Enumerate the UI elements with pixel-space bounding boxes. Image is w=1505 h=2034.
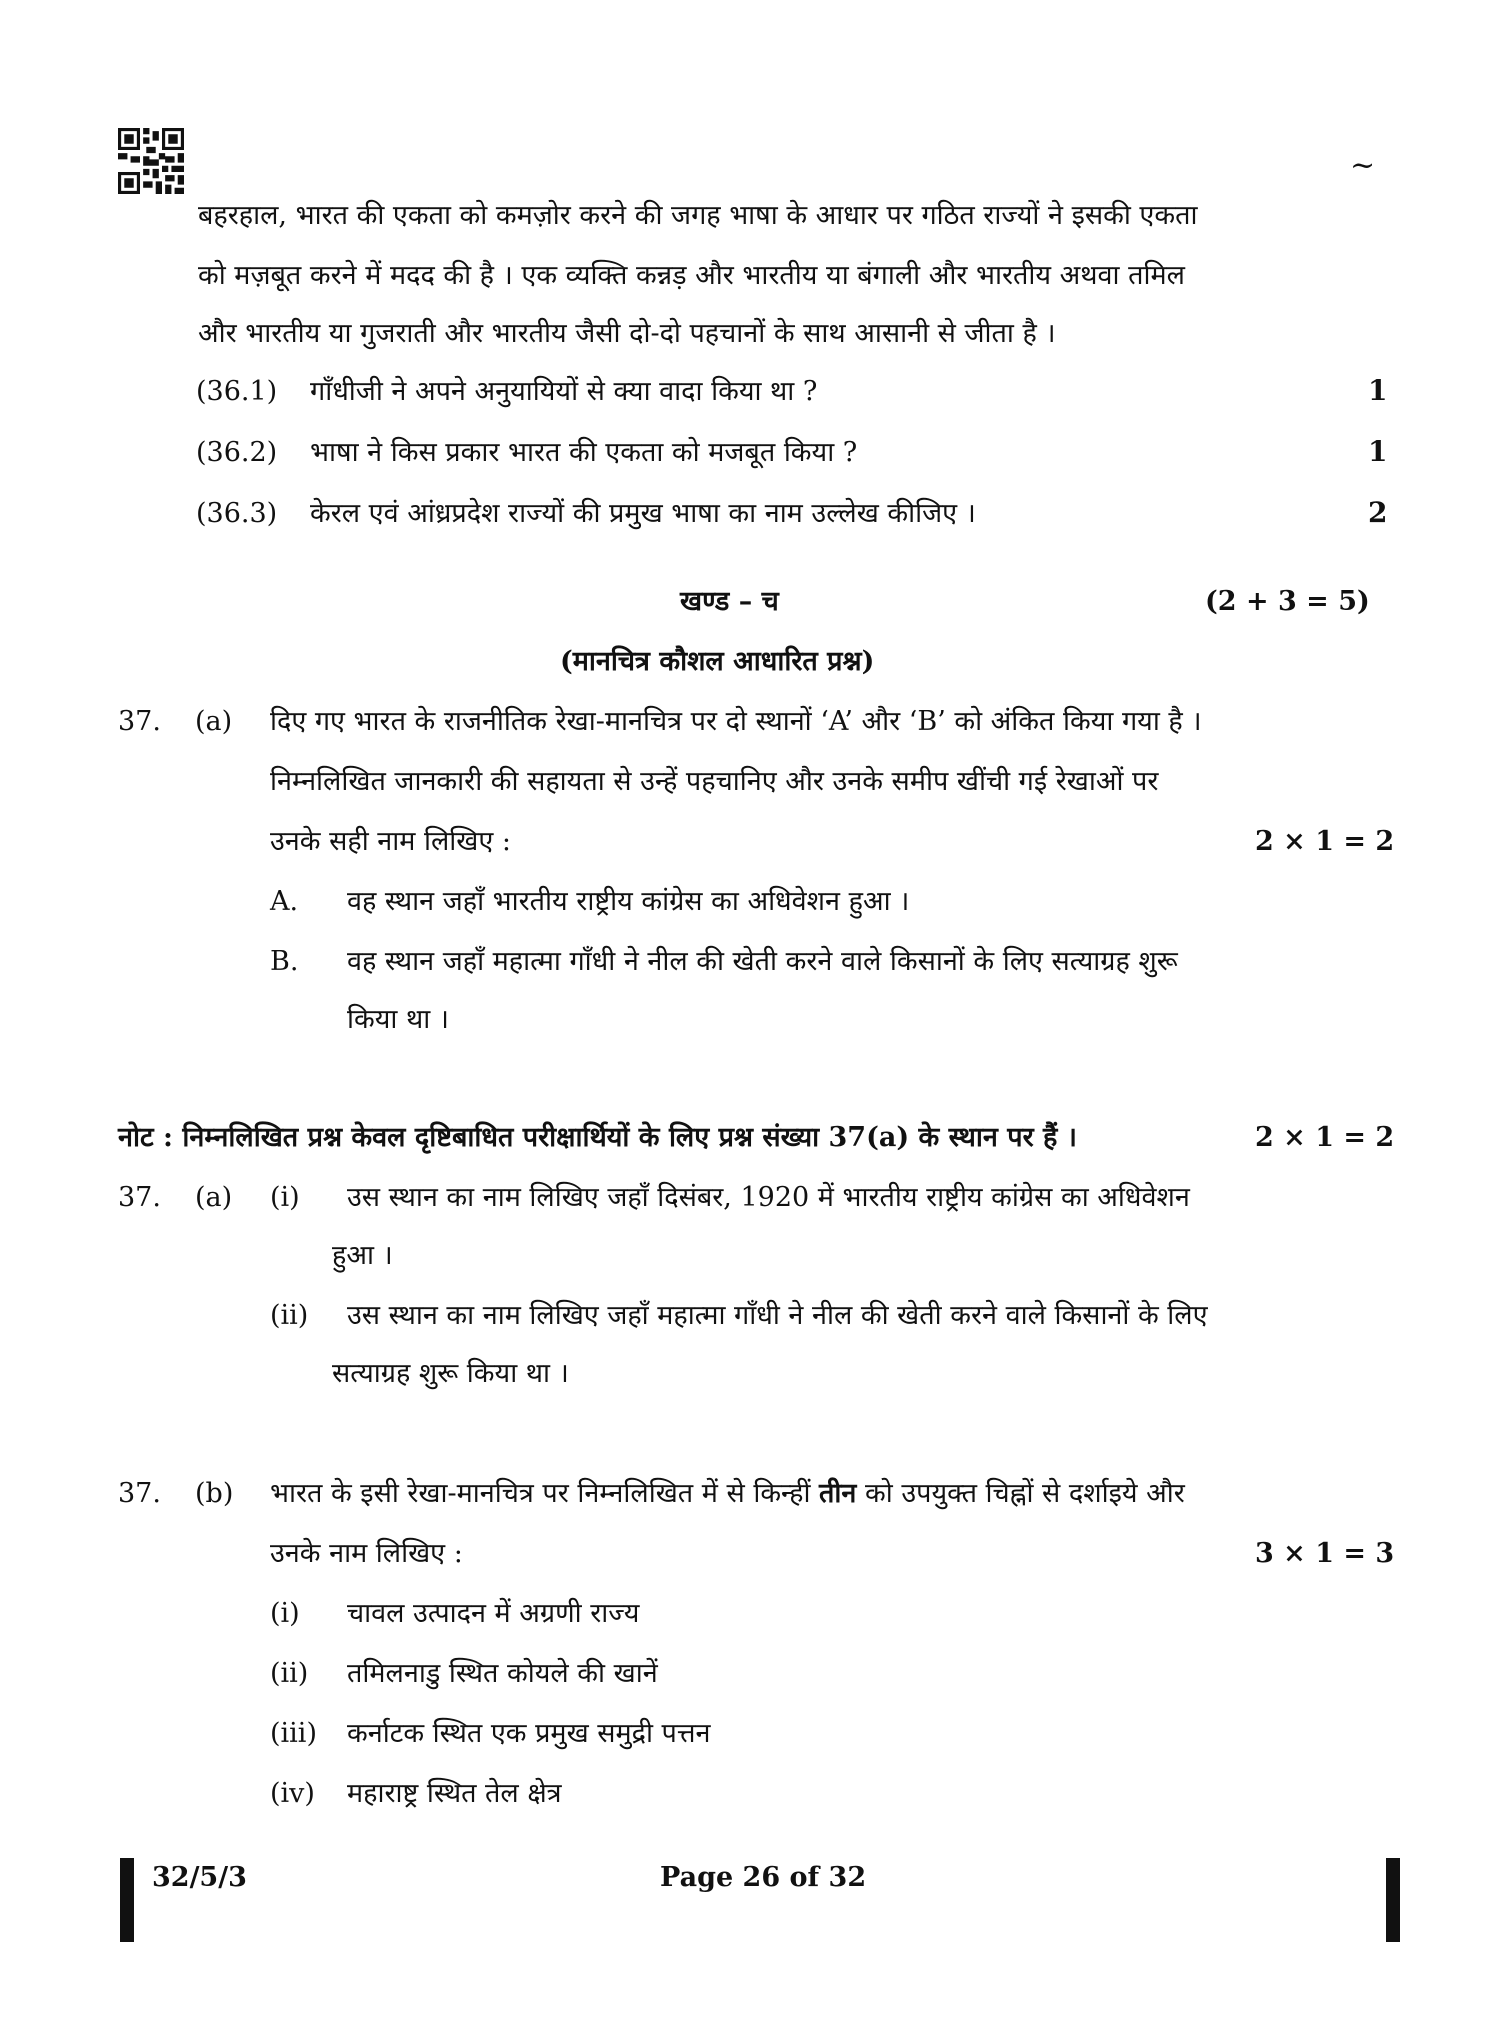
footer-right-bar <box>1386 1858 1400 1942</box>
option-text: किया था । <box>347 1004 450 1035</box>
option-label: B. <box>270 946 299 977</box>
question-number: 37. <box>118 1182 161 1213</box>
note-text: नोट : निम्नलिखित प्रश्न केवल दृष्टिबाधित परीक्षार्थियों के लिए प्रश्न संख्या 37(a) के स्थान पर हैं । <box>118 1122 1078 1153</box>
section-marks: (2 + 3 = 5) <box>1205 586 1370 617</box>
question-text-line: निम्नलिखित जानकारी की सहायता से उन्हें पहचानिए और उनके समीप खींची गई रेखाओं पर <box>270 766 1159 797</box>
question-text-line <box>270 1474 1185 1514</box>
option-text: चावल उत्पादन में अग्रणी राज्य <box>347 1598 640 1629</box>
question-text-pre: भारत के इसी रेखा-मानचित्र पर निम्नलिखित में से किन्हीं <box>270 1478 820 1509</box>
question-part: (b) <box>195 1478 234 1509</box>
subquestion-number: (36.1) <box>196 376 278 407</box>
question-part: (a) <box>195 706 233 737</box>
page-number: Page 26 of 32 <box>660 1862 867 1893</box>
option-text: कर्नाटक स्थित एक प्रमुख समुद्री पत्तन <box>347 1718 711 1749</box>
header-tilde: ~ <box>1350 148 1376 183</box>
option-label: (ii) <box>270 1300 309 1331</box>
question-text-post: को उपयुक्त चिह्नों से दर्शाइये और <box>856 1478 1185 1509</box>
subquestion-marks: 2 <box>1368 496 1388 529</box>
paper-code: 32/5/3 <box>152 1862 247 1893</box>
qr-code <box>118 128 184 194</box>
question-marks: 3 × 1 = 3 <box>1255 1538 1395 1569</box>
passage-line-3: और भारतीय या गुजराती और भारतीय जैसी दो-दो पहचानों के साथ आसानी से जीता है । <box>198 318 1056 349</box>
question-text-line: दिए गए भारत के राजनीतिक रेखा-मानचित्र पर दो स्थानों ‘A’ और ‘B’ को अंकित किया गया है । <box>270 706 1202 737</box>
subquestion-marks: 1 <box>1368 374 1388 407</box>
subquestion-marks: 1 <box>1368 435 1388 468</box>
option-label: (iii) <box>270 1718 317 1749</box>
note-marks: 2 × 1 = 2 <box>1255 1122 1395 1153</box>
footer-left-bar <box>120 1858 134 1942</box>
option-label: (iv) <box>270 1778 315 1809</box>
passage-line-1: बहरहाल, भारत की एकता को कमज़ोर करने की जगह भाषा के आधार पर गठित राज्यों ने इसकी एकता <box>198 200 1198 231</box>
subquestion-text: केरल एवं आंध्रप्रदेश राज्यों की प्रमुख भाषा का नाम उल्लेख कीजिए । <box>310 498 976 529</box>
option-text: वह स्थान जहाँ महात्मा गाँधी ने नील की खेती करने वाले किसानों के लिए सत्याग्रह शुरू <box>347 946 1178 977</box>
question-text-line: उनके सही नाम लिखिए : <box>270 826 511 857</box>
option-text: वह स्थान जहाँ भारतीय राष्ट्रीय कांग्रेस का अधिवेशन हुआ । <box>347 886 910 917</box>
subquestion-text: गाँधीजी ने अपने अनुयायियों से क्या वादा किया था ? <box>310 376 818 407</box>
section-subtitle: (मानचित्र कौशल आधारित प्रश्न) <box>560 646 875 677</box>
option-text: उस स्थान का नाम लिखिए जहाँ दिसंबर, 1920 में भारतीय राष्ट्रीय कांग्रेस का अधिवेशन <box>347 1182 1190 1213</box>
subquestion-text: भाषा ने किस प्रकार भारत की एकता को मजबूत किया ? <box>310 437 858 468</box>
question-text-line: उनके नाम लिखिए : <box>270 1538 463 1569</box>
question-number: 37. <box>118 706 161 737</box>
question-marks: 2 × 1 = 2 <box>1255 826 1395 857</box>
option-label: (i) <box>270 1182 300 1213</box>
subquestion-number: (36.2) <box>196 437 278 468</box>
passage-line-2: को मज़बूत करने में मदद की है । एक व्यक्ति कन्नड़ और भारतीय या बंगाली और भारतीय अथवा तमिल <box>198 260 1185 291</box>
option-text: तमिलनाडु स्थित कोयले की खानें <box>347 1658 658 1689</box>
option-text: उस स्थान का नाम लिखिए जहाँ महात्मा गाँधी ने नील की खेती करने वाले किसानों के लिए <box>347 1300 1208 1331</box>
option-text: महाराष्ट्र स्थित तेल क्षेत्र <box>347 1778 562 1809</box>
section-title: खण्ड – च <box>680 586 779 617</box>
option-text: हुआ । <box>332 1240 393 1271</box>
subquestion-number: (36.3) <box>196 498 278 529</box>
option-label: (i) <box>270 1598 300 1629</box>
option-text: सत्याग्रह शुरू किया था । <box>332 1358 569 1389</box>
question-part: (a) <box>195 1182 233 1213</box>
question-text-emphasis: तीन <box>819 1478 857 1509</box>
option-label: (ii) <box>270 1658 309 1689</box>
option-label: A. <box>270 886 299 917</box>
question-number: 37. <box>118 1478 161 1509</box>
